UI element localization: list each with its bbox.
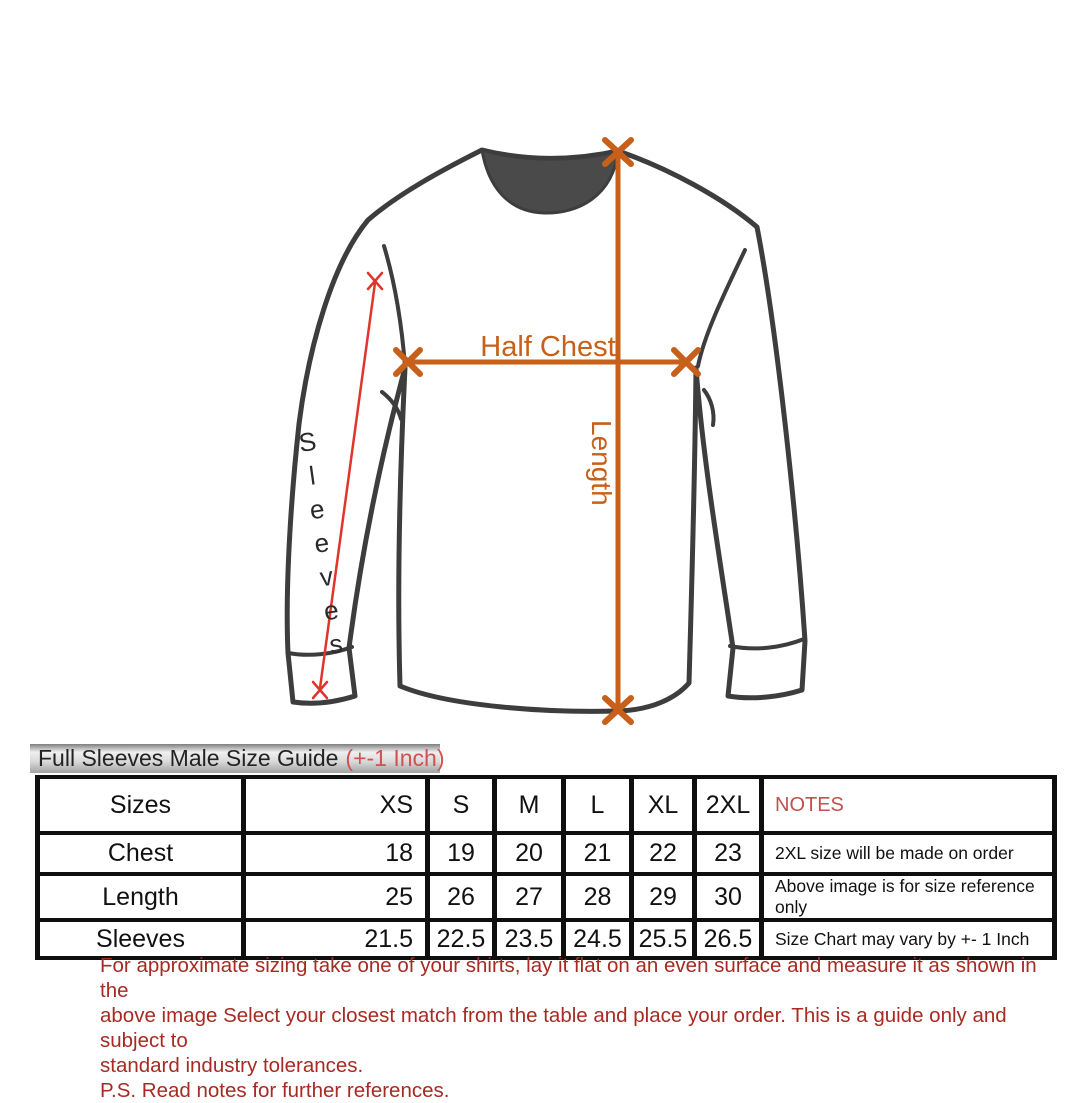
chest-l-value: 21 [564, 833, 632, 874]
note-image-reference: Above image is for size reference only [762, 874, 1055, 920]
sleeves-xl-value: 25.5 [632, 920, 695, 958]
chest-xl-value: 22 [632, 833, 695, 874]
length-xl-value: 29 [632, 874, 695, 920]
instructions-ps-line: P.S. Read notes for further references. [100, 1079, 450, 1102]
length-l-value: 28 [564, 874, 632, 920]
table-row-chest [38, 833, 1055, 874]
sleeves-m-value: 23.5 [495, 920, 564, 958]
row-label-sleeves: Sleeves [38, 920, 244, 958]
chest-s-value: 19 [428, 833, 495, 874]
length-2xl-value: 30 [695, 874, 762, 920]
chest-2xl-value: 23 [695, 833, 762, 874]
column-header-2xl: 2XL [695, 777, 762, 833]
instructions-line-1: For approximate sizing take one of your shirts, lay it flat on an even surface and measure it as shown in the [100, 954, 1037, 1002]
instructions-line-2: above image Select your closest match from the table and place your order. This is a guide only and subject to [100, 1004, 1007, 1052]
title-tolerance: (+-1 Inch) [345, 745, 445, 771]
shirt-body-outline [287, 150, 805, 711]
sleeves-xs-value: 21.5 [244, 920, 428, 958]
size-table-header-row [38, 777, 1055, 833]
column-header-xl: XL [632, 777, 695, 833]
sleeves-l-value: 24.5 [564, 920, 632, 958]
length-s-value: 26 [428, 874, 495, 920]
column-header-sizes: Sizes [38, 777, 244, 833]
column-header-m: M [495, 777, 564, 833]
sleeves-s-value: 22.5 [428, 920, 495, 958]
half-chest-label: Half Chest [480, 331, 616, 363]
chest-m-value: 20 [495, 833, 564, 874]
sleeves-label: Sleeves [290, 425, 354, 665]
length-label: Length [586, 420, 617, 506]
chest-xs-value: 18 [244, 833, 428, 874]
length-xs-value: 25 [244, 874, 428, 920]
column-header-xs: XS [244, 777, 428, 833]
row-label-chest: Chest [38, 833, 244, 874]
sizing-instructions [100, 953, 1060, 1103]
row-label-length: Length [38, 874, 244, 920]
column-header-l: L [564, 777, 632, 833]
instructions-line-3: standard industry tolerances. [100, 1054, 364, 1077]
table-row-length [38, 874, 1055, 920]
sleeves-2xl-value: 26.5 [695, 920, 762, 958]
page-title: Full Sleeves Male Size Guide [38, 745, 339, 771]
column-header-s: S [428, 777, 495, 833]
size-table [35, 775, 1057, 960]
note-2xl-order: 2XL size will be made on order [762, 833, 1055, 874]
note-chart-variance: Size Chart may vary by +- 1 Inch [762, 920, 1055, 958]
title-bar [30, 744, 445, 773]
column-header-notes: NOTES [762, 777, 1055, 833]
length-m-value: 27 [495, 874, 564, 920]
